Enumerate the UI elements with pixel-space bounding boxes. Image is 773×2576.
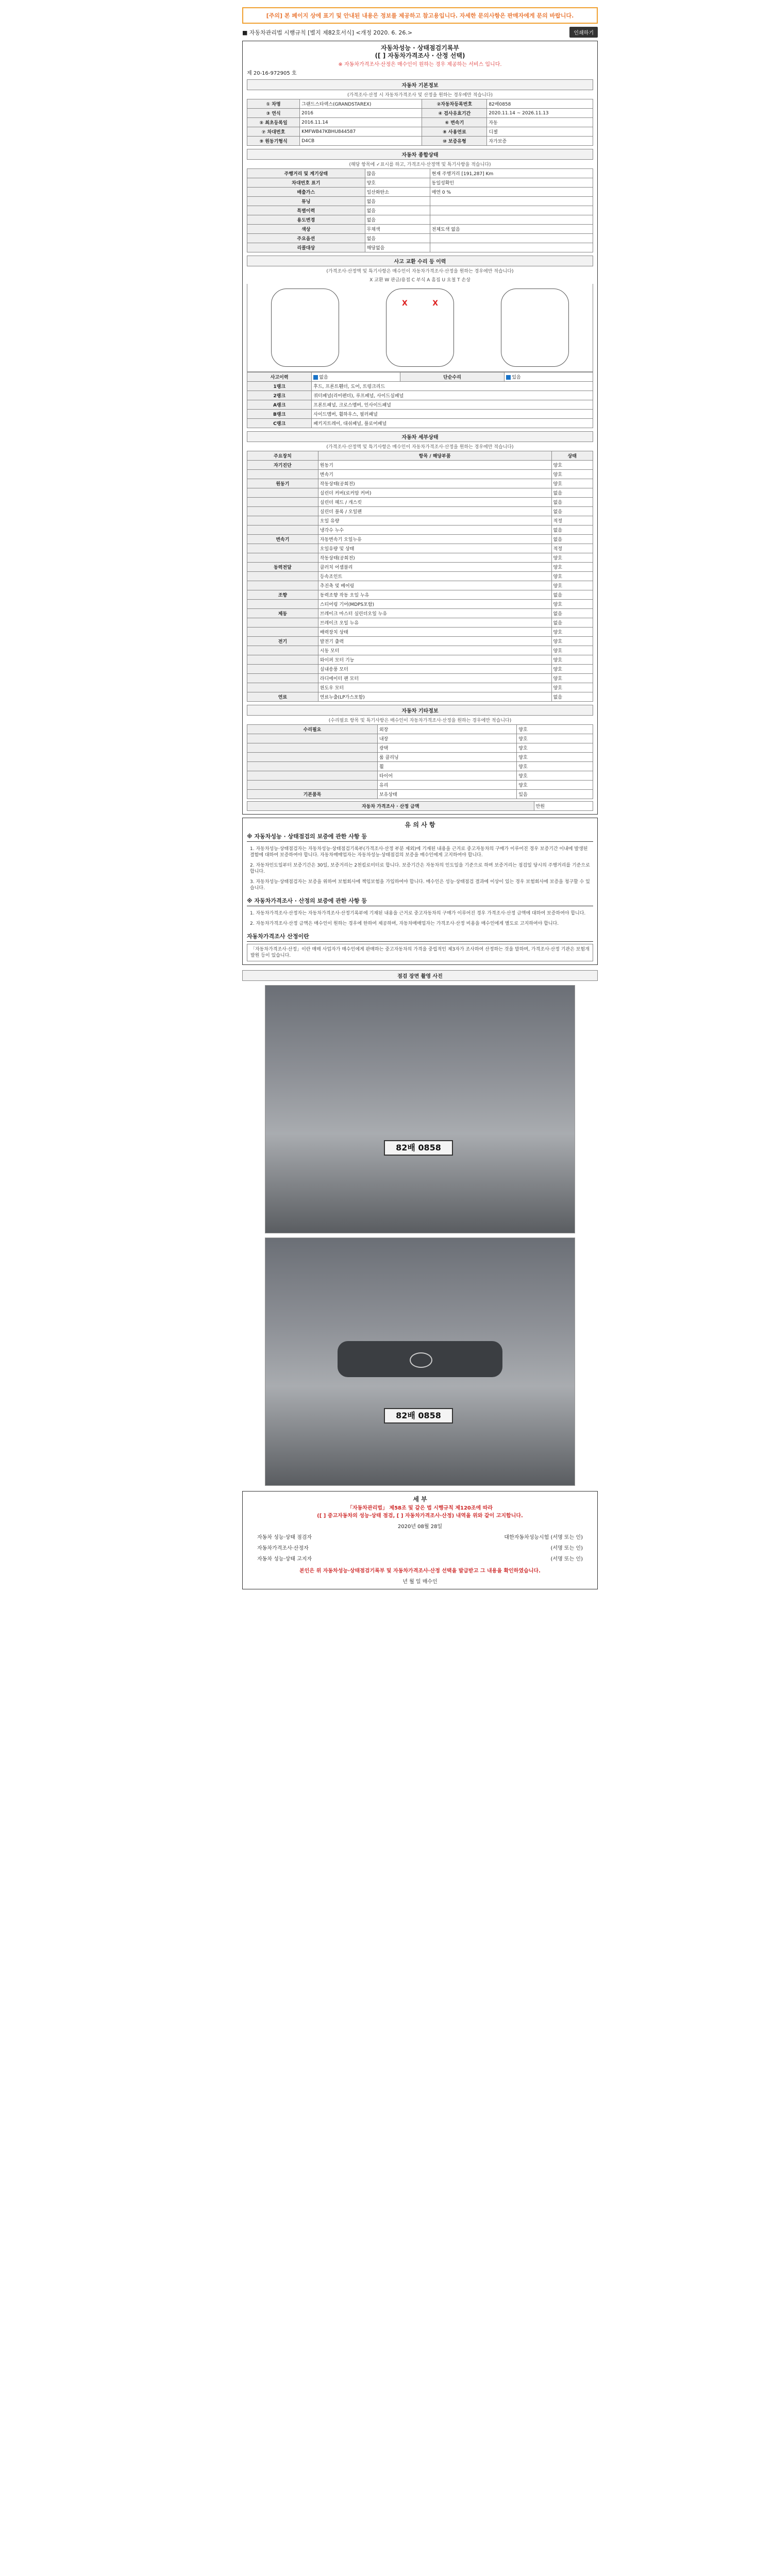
label-cell: ⑨ 원동기형식 bbox=[247, 137, 300, 146]
table-row bbox=[247, 544, 593, 553]
table-row bbox=[247, 572, 593, 581]
value-cell: 연료누출(LP가스포함) bbox=[318, 692, 551, 702]
value-cell: 라디에이터 팬 모터 bbox=[318, 674, 551, 683]
table-row bbox=[247, 526, 593, 535]
value-cell: 등속조인트 bbox=[318, 572, 551, 581]
table-row bbox=[247, 137, 593, 146]
value-cell: 매연 0 % bbox=[430, 188, 593, 197]
value-cell: 추진축 및 베어링 bbox=[318, 581, 551, 590]
label-cell bbox=[247, 771, 378, 781]
value-cell: D4CB bbox=[300, 137, 422, 146]
value-cell: 없음 bbox=[551, 618, 593, 628]
notice-subtitle: ※ 자동차성능 · 상태점검의 보증에 관한 사항 등 bbox=[247, 832, 593, 842]
front-photo bbox=[265, 1238, 575, 1486]
table-row bbox=[247, 781, 593, 790]
price-value: 만원 bbox=[534, 802, 593, 811]
table-row bbox=[247, 391, 593, 400]
label-cell: 사고이력 bbox=[247, 372, 312, 382]
value-cell bbox=[430, 206, 593, 215]
receiver-line: 년 월 일 매수인 bbox=[402, 1579, 438, 1585]
value-cell: 양호 bbox=[551, 628, 593, 637]
value-cell: 보유상태 bbox=[377, 790, 516, 799]
table-row bbox=[247, 600, 593, 609]
label-cell: 제동 bbox=[247, 609, 318, 618]
value-cell: 내장 bbox=[377, 734, 516, 743]
table-row bbox=[247, 516, 593, 526]
footer-line: 「자동차관리법」 제58조 및 같은 법 시행규칙 제120조에 따라 bbox=[347, 1505, 493, 1511]
table-row bbox=[247, 646, 593, 655]
notice-paragraph: 2. 자동차가격조사·산정 금액은 매수인이 원하는 경우에 한하여 제공하며, 자동차매매업자는 가격조사·산정 비용을 매수인에게 별도로 고지하여야 합니다. bbox=[250, 921, 559, 926]
accident-legend: X 교환 W 판금/용접 C 부식 A 흠집 U 요철 T 손상 bbox=[369, 278, 470, 283]
label-cell bbox=[247, 753, 378, 762]
label-cell: ⑧ 사용연료 bbox=[422, 127, 487, 137]
value-cell: 무채색 bbox=[365, 225, 430, 234]
table-row bbox=[247, 188, 593, 197]
label-cell bbox=[247, 581, 318, 590]
value-cell: 없음 bbox=[551, 526, 593, 535]
label-cell bbox=[247, 470, 318, 479]
table-row bbox=[247, 618, 593, 628]
label-cell: ⑤ 최초등록일 bbox=[247, 118, 300, 127]
basic-info-note: (가격조사·산정 시 자동차가격조사 및 산정을 원하는 경우에만 적습니다) bbox=[347, 93, 493, 98]
exchange-mark-icon: X bbox=[432, 299, 438, 308]
exchange-mark-icon: X bbox=[401, 299, 408, 308]
accident-title: 사고 교환 수리 등 이력 bbox=[247, 256, 593, 266]
label-cell bbox=[247, 734, 378, 743]
label-cell: 단순수리 bbox=[400, 372, 504, 382]
label-cell: ④ 검사유효기간 bbox=[422, 109, 487, 118]
value-cell: 자동 bbox=[487, 118, 593, 127]
definition-box-title: 자동차가격조사 산정이란 bbox=[247, 932, 593, 942]
details-table bbox=[247, 451, 593, 702]
label-cell: 기본품목 bbox=[247, 790, 378, 799]
value-cell: 없음 bbox=[365, 197, 430, 206]
value-cell: 양호 bbox=[365, 178, 430, 188]
value-cell: 오일유량 및 상태 bbox=[318, 544, 551, 553]
table-row bbox=[247, 169, 593, 178]
signature-label: 자동차 성능·상태 고지자 bbox=[257, 1556, 312, 1562]
hyundai-logo-icon bbox=[410, 1352, 432, 1368]
value-cell: 양호 bbox=[551, 646, 593, 655]
notice-title: 유 의 사 항 bbox=[405, 821, 435, 828]
form-title: 자동차성능 · 상태점검기록부 bbox=[380, 44, 460, 52]
form-title-sub: ([ ] 자동차가격조사 · 산정 선택) bbox=[375, 52, 465, 59]
table-row bbox=[247, 99, 593, 109]
print-button[interactable]: 인쇄하기 bbox=[569, 27, 598, 38]
value-cell bbox=[430, 215, 593, 225]
value-cell: 없음 bbox=[551, 535, 593, 544]
column-header: 주요장치 bbox=[247, 451, 318, 461]
table-row bbox=[247, 400, 593, 410]
value-cell: 없음 bbox=[365, 215, 430, 225]
signature-value: (서명 또는 인) bbox=[550, 1546, 583, 1551]
table-row bbox=[247, 372, 593, 382]
photos-title: 점검 장면 촬영 사진 bbox=[242, 970, 598, 981]
label-cell: 특별이력 bbox=[247, 206, 365, 215]
label-cell bbox=[247, 655, 318, 665]
label-cell: 원동기 bbox=[247, 479, 318, 488]
label-cell bbox=[247, 665, 318, 674]
table-row bbox=[247, 215, 593, 225]
status-table bbox=[247, 168, 593, 252]
value-cell: 양호 bbox=[551, 479, 593, 488]
value-cell: 룸 클리닝 bbox=[377, 753, 516, 762]
table-row bbox=[247, 581, 593, 590]
value-cell: 시동 모터 bbox=[318, 646, 551, 655]
value-cell: 양호 bbox=[517, 762, 593, 771]
value-cell: 적정 bbox=[551, 516, 593, 526]
value-cell: 실내송풍 모터 bbox=[318, 665, 551, 674]
label-cell: A랭크 bbox=[247, 400, 312, 410]
label-cell: 1랭크 bbox=[247, 382, 312, 391]
value-cell: 와이퍼 모터 기능 bbox=[318, 655, 551, 665]
label-cell: ②자동차등록번호 bbox=[422, 99, 487, 109]
value-cell: KMFWB47KBHU844587 bbox=[300, 127, 422, 137]
signature-value: 대한자동차성능시험 (서명 또는 인) bbox=[504, 1535, 583, 1540]
header-line bbox=[242, 27, 598, 38]
label-cell: ⑩ 보증유형 bbox=[422, 137, 487, 146]
label-cell bbox=[247, 674, 318, 683]
other-info-table bbox=[247, 724, 593, 799]
value-cell: 양호 bbox=[551, 470, 593, 479]
table-row bbox=[247, 109, 593, 118]
value-cell: 양호 bbox=[551, 683, 593, 692]
notice-section bbox=[242, 818, 598, 965]
definition-box: 「자동차가격조사·산정」이란 매매 사업자가 매수인에게 판매하는 중고자동차의 가격을 중립적인 제3자가 조사하여 산정하는 것을 말하며, 가격조사·산정 기관은 보험개발원 등이 있습니다. bbox=[247, 944, 593, 961]
value-cell: 패키지트레이, 대쉬패널, 플로어패널 bbox=[312, 419, 593, 428]
value-cell: 양호 bbox=[551, 572, 593, 581]
value-cell: 실린더 커버(로커암 커버) bbox=[318, 488, 551, 498]
price-table bbox=[247, 801, 593, 811]
value-cell: 클러치 어셈블리 bbox=[318, 563, 551, 572]
value-cell: 쿼터패널(리어펜더), 루프패널, 사이드실패널 bbox=[312, 391, 593, 400]
status-title: 자동차 종합상태 bbox=[247, 149, 593, 160]
table-row bbox=[247, 127, 593, 137]
label-cell: ① 차명 bbox=[247, 99, 300, 109]
value-cell bbox=[430, 234, 593, 243]
value-cell: 외장 bbox=[377, 725, 516, 734]
signature-row bbox=[257, 1533, 583, 1540]
signature-row bbox=[257, 1554, 583, 1562]
label-cell bbox=[247, 743, 378, 753]
value-cell: 휠 bbox=[377, 762, 516, 771]
value-cell: 타이어 bbox=[377, 771, 516, 781]
table-row bbox=[247, 553, 593, 563]
value-cell: 없음 bbox=[551, 507, 593, 516]
value-cell: 양호 bbox=[551, 637, 593, 646]
value-cell: 없음 bbox=[551, 692, 593, 702]
table-row bbox=[247, 790, 593, 799]
label-cell: ⑦ 차대번호 bbox=[247, 127, 300, 137]
license-plate: 82배 0858 bbox=[384, 1140, 453, 1156]
value-cell: 현재 주행거리 [191,287] Km bbox=[430, 169, 593, 178]
value-cell: 없음 bbox=[551, 590, 593, 600]
other-info-note: (수리필요 항목 및 특기사항은 매수인이 자동차가격조사·산정을 원하는 경우에만 적습니다) bbox=[328, 718, 512, 723]
signature-row bbox=[257, 1544, 583, 1551]
value-cell: 양호 bbox=[551, 581, 593, 590]
table-row bbox=[247, 410, 593, 419]
footer-line: ([ ] 중고자동차의 성능·상태 점검, [ ] 자동차가격조사·산정) 내역을 위와 같이 고지합니다. bbox=[317, 1513, 523, 1519]
value-cell: 광택 bbox=[377, 743, 516, 753]
car-side-left-icon bbox=[271, 289, 339, 367]
value-cell: 2016.11.14 bbox=[300, 118, 422, 127]
label-cell bbox=[247, 553, 318, 563]
accident-summary-table bbox=[247, 372, 593, 428]
value-cell: 디젤 bbox=[487, 127, 593, 137]
label-cell bbox=[247, 628, 318, 637]
column-header: 상태 bbox=[551, 451, 593, 461]
table-header-row bbox=[247, 451, 593, 461]
value-cell: 없음 bbox=[365, 206, 430, 215]
car-top-icon bbox=[386, 289, 454, 367]
label-cell bbox=[247, 507, 318, 516]
label-cell: 색상 bbox=[247, 225, 365, 234]
table-row bbox=[247, 382, 593, 391]
label-cell: 용도변경 bbox=[247, 215, 365, 225]
table-row bbox=[247, 470, 593, 479]
value-cell: 2016 bbox=[300, 109, 422, 118]
value-cell: 냉각수 누수 bbox=[318, 526, 551, 535]
value-cell: 있음 bbox=[517, 790, 593, 799]
other-info-title: 자동차 기타정보 bbox=[247, 705, 593, 716]
value-cell: 많음 bbox=[365, 169, 430, 178]
label-cell bbox=[247, 781, 378, 790]
table-row bbox=[247, 479, 593, 488]
label-cell: 주요옵션 bbox=[247, 234, 365, 243]
label-cell: 조향 bbox=[247, 590, 318, 600]
value-cell: 있음 bbox=[505, 372, 593, 382]
signature-label: 자동차가격조사·산정자 bbox=[257, 1546, 309, 1551]
value-cell: 브레이크 마스터 실린더오일 누유 bbox=[318, 609, 551, 618]
price-label: 자동차 가격조사 · 산정 금액 bbox=[247, 802, 534, 811]
label-cell: 2랭크 bbox=[247, 391, 312, 400]
label-cell: 리콜대상 bbox=[247, 243, 365, 252]
footer-title: 세 부 bbox=[413, 1496, 427, 1503]
value-cell: 원동기 bbox=[318, 461, 551, 470]
value-cell: 양호 bbox=[551, 674, 593, 683]
label-cell: 차대번호 표기 bbox=[247, 178, 365, 188]
value-cell: 양호 bbox=[551, 665, 593, 674]
value-cell: 양호 bbox=[517, 771, 593, 781]
label-cell: 주행거리 및 계기상태 bbox=[247, 169, 365, 178]
label-cell: 자기진단 bbox=[247, 461, 318, 470]
value-cell: 작동상태(공회전) bbox=[318, 479, 551, 488]
label-cell: C랭크 bbox=[247, 419, 312, 428]
form-label: ■ 자동차관리법 시행규칙 [별지 제82호서식] <개정 2020. 6. 26.> bbox=[242, 29, 413, 36]
table-row bbox=[247, 609, 593, 618]
basic-info-title: 자동차 기본정보 bbox=[247, 79, 593, 90]
document-page bbox=[242, 0, 598, 1589]
label-cell: 배출가스 bbox=[247, 188, 365, 197]
signature-label: 자동차 성능·상태 점검자 bbox=[257, 1535, 312, 1540]
value-cell: 브레이크 오일 누유 bbox=[318, 618, 551, 628]
issue-date: 2020년 08월 28일 bbox=[397, 1524, 443, 1530]
value-cell: 일산화탄소 bbox=[365, 188, 430, 197]
signature-section bbox=[242, 1491, 598, 1589]
table-row bbox=[247, 488, 593, 498]
value-cell: 사이드멤버, 휠하우스, 필러패널 bbox=[312, 410, 593, 419]
table-row bbox=[247, 118, 593, 127]
notice-subtitle: ※ 자동차가격조사 · 산정의 보증에 관한 사항 등 bbox=[247, 896, 593, 906]
warning-banner: [주의] 본 페이지 상에 표기 및 안내된 내용은 정보를 제공하고 참고용입니다. 자세한 문의사항은 판매자에게 문의 바랍니다. bbox=[242, 7, 598, 24]
value-cell: 양호 bbox=[517, 734, 593, 743]
table-row bbox=[247, 197, 593, 206]
value-cell: 적정 bbox=[551, 544, 593, 553]
label-cell bbox=[247, 618, 318, 628]
record-form bbox=[242, 41, 598, 815]
value-cell: 양호 bbox=[517, 743, 593, 753]
value-cell: 자가보증 bbox=[487, 137, 593, 146]
label-cell: 변속기 bbox=[247, 535, 318, 544]
value-cell: 동력조향 작동 오일 누유 bbox=[318, 590, 551, 600]
table-row bbox=[247, 234, 593, 243]
checkbox-icon bbox=[313, 375, 318, 380]
accident-note: (가격조사·산정액 및 특기사항은 매수인이 자동차가격조사·산정을 원하는 경우에만 적습니다) bbox=[326, 269, 514, 274]
value-cell: 스티어링 기어(MDPS포함) bbox=[318, 600, 551, 609]
value-cell: 양호 bbox=[517, 753, 593, 762]
value-cell: 없음 bbox=[365, 234, 430, 243]
value-cell: 없음 bbox=[551, 498, 593, 507]
table-row bbox=[247, 665, 593, 674]
table-row bbox=[247, 743, 593, 753]
value-cell: 양호 bbox=[551, 553, 593, 563]
label-cell bbox=[247, 498, 318, 507]
value-cell: 자동변속기 오일누유 bbox=[318, 535, 551, 544]
value-cell: 없음 bbox=[551, 488, 593, 498]
table-row bbox=[247, 461, 593, 470]
closing-statement: 본인은 위 자동차성능·상태점검기록부 및 자동차가격조사·산정 선택을 발급받고 그 내용을 확인하였습니다. bbox=[299, 1568, 541, 1574]
label-cell: 튜닝 bbox=[247, 197, 365, 206]
table-row bbox=[247, 563, 593, 572]
table-row bbox=[247, 637, 593, 646]
value-cell: 그랜드스타렉스(GRANDSTAREX) bbox=[300, 99, 422, 109]
label-cell bbox=[247, 516, 318, 526]
form-subtitle: ※ 자동차가격조사·산정은 매수인이 원하는 경우 제공하는 서비스 입니다. bbox=[338, 62, 502, 67]
table-row bbox=[247, 692, 593, 702]
table-row bbox=[247, 753, 593, 762]
rear-photo bbox=[265, 985, 575, 1233]
value-cell bbox=[430, 243, 593, 252]
value-cell: 양호 bbox=[551, 461, 593, 470]
table-row bbox=[247, 206, 593, 215]
table-row bbox=[247, 674, 593, 683]
notice-paragraph: 1. 자동차성능·상태점검자는 자동차성능·상태점검기록부(가격조사·산정 부분 제외)에 기재된 내용을 근거로 중고자동차의 구매가 이루어진 경우 보증기간 이내에 발생된 결함에 대하여 보증하여야 합니다. 자동차매매업자는 자동차성능·상태점검의 보증을 매수인에게 고지하여야 합니다. bbox=[250, 846, 588, 858]
value-cell: 실린더 헤드 / 개스킷 bbox=[318, 498, 551, 507]
value-cell bbox=[430, 197, 593, 206]
value-cell: 해당없음 bbox=[365, 243, 430, 252]
value-cell: 유리 bbox=[377, 781, 516, 790]
value-cell: 없음 bbox=[551, 609, 593, 618]
checkbox-icon bbox=[506, 375, 511, 380]
value-cell: 양호 bbox=[551, 655, 593, 665]
label-cell: ③ 연식 bbox=[247, 109, 300, 118]
table-row bbox=[247, 628, 593, 637]
table-row bbox=[247, 655, 593, 665]
details-note: (가격조사·산정액 및 특기사항은 매수인이 자동차가격조사·산정을 원하는 경우에만 적습니다) bbox=[326, 445, 514, 450]
signature-value: (서명 또는 인) bbox=[550, 1556, 583, 1562]
label-cell bbox=[247, 600, 318, 609]
table-row bbox=[247, 225, 593, 234]
table-row bbox=[247, 507, 593, 516]
table-row bbox=[247, 243, 593, 252]
value-cell: 후드, 프론트휀더, 도어, 트렁크리드 bbox=[312, 382, 593, 391]
value-cell: 82배0858 bbox=[487, 99, 593, 109]
value-cell: 배력장치 상태 bbox=[318, 628, 551, 637]
label-cell: 동력전달 bbox=[247, 563, 318, 572]
column-header: 항목 / 해당부품 bbox=[318, 451, 551, 461]
label-cell bbox=[247, 526, 318, 535]
label-cell: 연료 bbox=[247, 692, 318, 702]
value-cell: 동일성확인 bbox=[430, 178, 593, 188]
table-row bbox=[247, 419, 593, 428]
table-row bbox=[247, 535, 593, 544]
table-row bbox=[247, 762, 593, 771]
value-cell: 전체도색 없음 bbox=[430, 225, 593, 234]
notice-paragraph: 3. 자동차성능·상태점검자는 보증을 위하여 보험회사에 책임보험을 가입하여야 합니다. 매수인은 성능·상태점검 결과에 이상이 있는 경우 보험회사에 보증을 청구할 수 있습니다. bbox=[250, 879, 590, 891]
value-cell: 양호 bbox=[517, 725, 593, 734]
label-cell: ⑥ 변속기 bbox=[422, 118, 487, 127]
details-title: 자동차 세부상태 bbox=[247, 431, 593, 442]
table-row bbox=[247, 771, 593, 781]
value-cell: 작동상태(공회전) bbox=[318, 553, 551, 563]
label-cell: B랭크 bbox=[247, 410, 312, 419]
notice-paragraph: 2. 자동차인도일부터 보증기간은 30일, 보증거리는 2천킬로미터로 합니다. 보증기간은 자동차의 인도일을 기준으로 하며 보증거리는 점검일 당시의 주행거리를 기준으로 합니다. bbox=[250, 863, 590, 874]
license-plate: 82배 0858 bbox=[384, 1408, 453, 1423]
value-cell: 발전기 출력 bbox=[318, 637, 551, 646]
notice-paragraph: 1. 자동차가격조사·산정자는 자동차가격조사·산정기록부에 기재된 내용을 근거로 중고자동차의 구매가 이루어진 경우 가격조사·산정 금액에 대하여 보증하여야 합니다. bbox=[250, 911, 586, 916]
label-cell bbox=[247, 572, 318, 581]
table-row bbox=[247, 683, 593, 692]
label-cell bbox=[247, 683, 318, 692]
label-cell bbox=[247, 646, 318, 655]
form-number: 제 20-16-972905 호 bbox=[247, 71, 297, 76]
value-cell: 없음 bbox=[312, 372, 400, 382]
label-cell bbox=[247, 488, 318, 498]
table-row bbox=[247, 498, 593, 507]
value-cell: 양호 bbox=[551, 600, 593, 609]
basic-info-table bbox=[247, 99, 593, 146]
value-cell: 실린더 블록 / 오일팬 bbox=[318, 507, 551, 516]
value-cell: 2020.11.14 ~ 2026.11.13 bbox=[487, 109, 593, 118]
table-row bbox=[247, 590, 593, 600]
value-cell: 양호 bbox=[517, 781, 593, 790]
car-side-right-icon bbox=[501, 289, 569, 367]
table-row bbox=[247, 178, 593, 188]
value-cell: 프론트패널, 크로스멤버, 인사이드패널 bbox=[312, 400, 593, 410]
value-cell: 오일 유량 bbox=[318, 516, 551, 526]
value-cell: 양호 bbox=[551, 563, 593, 572]
label-cell: 수리필요 bbox=[247, 725, 378, 734]
value-cell: 윈도우 모터 bbox=[318, 683, 551, 692]
table-row bbox=[247, 734, 593, 743]
vehicle-diagram bbox=[247, 284, 593, 372]
table-row bbox=[247, 802, 593, 811]
label-cell bbox=[247, 544, 318, 553]
table-row bbox=[247, 725, 593, 734]
value-cell: 변속기 bbox=[318, 470, 551, 479]
status-note: (해당 항목에 ✓표시를 하고, 가격조사·산정액 및 특기사항을 적습니다) bbox=[349, 162, 491, 167]
label-cell: 전기 bbox=[247, 637, 318, 646]
label-cell bbox=[247, 762, 378, 771]
